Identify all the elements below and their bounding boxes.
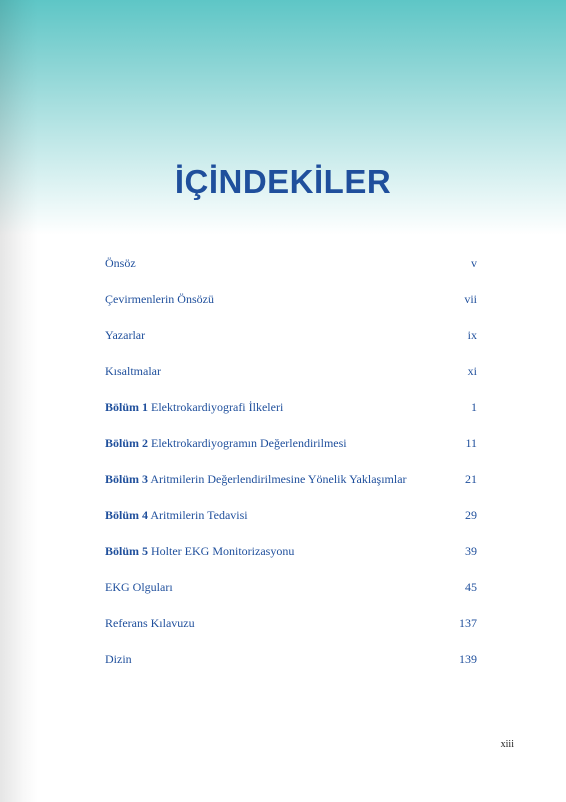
toc-entry-label: Bölüm 1 Elektrokardiyografi İlkeleri bbox=[105, 399, 284, 414]
page-title: İÇİNDEKİLER bbox=[174, 163, 392, 200]
toc-entry-dizin[interactable] bbox=[105, 641, 477, 677]
toc-entry-cevirmenlerin-onsozu[interactable] bbox=[105, 281, 477, 317]
toc-entry-label: Bölüm 4 Aritmilerin Tedavisi bbox=[105, 507, 248, 522]
toc-entry-page: xi bbox=[467, 363, 477, 378]
toc-entry-page: vii bbox=[464, 291, 477, 306]
toc-entry-page: 137 bbox=[459, 615, 477, 630]
toc-entry-page: v bbox=[471, 255, 477, 270]
toc-entry-bolum-1[interactable] bbox=[105, 389, 477, 425]
toc-entry-page: 1 bbox=[471, 399, 477, 414]
toc-entry-bolum-3[interactable] bbox=[105, 461, 477, 497]
toc-entry-kisaltmalar[interactable] bbox=[105, 353, 477, 389]
toc-entry-label: Yazarlar bbox=[105, 327, 146, 342]
toc-entry-page: ix bbox=[467, 327, 477, 342]
toc-entry-page: 45 bbox=[465, 579, 477, 594]
toc-entry-label: Bölüm 5 Holter EKG Monitorizasyonu bbox=[105, 543, 295, 558]
toc-entry-label: Bölüm 2 Elektrokardiyogramın Değerlendirilmesi bbox=[105, 435, 347, 450]
toc-entry-yazarlar[interactable] bbox=[105, 317, 477, 353]
toc-entry-bolum-2[interactable] bbox=[105, 425, 477, 461]
toc-entry-referans-kilavuzu[interactable] bbox=[105, 605, 477, 641]
toc-entry-label: Bölüm 3 Aritmilerin Değerlendirilmesine Yönelik Yaklaşımlar bbox=[105, 471, 407, 486]
page-number: xiii bbox=[500, 739, 514, 750]
toc-entry-page: 39 bbox=[465, 543, 477, 558]
table-of-contents bbox=[105, 245, 477, 677]
toc-entry-page: 139 bbox=[459, 651, 477, 666]
toc-entry-page: 21 bbox=[465, 471, 477, 486]
toc-entry-page: 29 bbox=[465, 507, 477, 522]
toc-entry-onsoz[interactable] bbox=[105, 245, 477, 281]
toc-entry-label: Kısaltmalar bbox=[105, 363, 161, 378]
toc-entry-label: EKG Olguları bbox=[105, 579, 173, 594]
toc-entry-ekg-olgulari[interactable] bbox=[105, 569, 477, 605]
toc-entry-page: 11 bbox=[465, 435, 477, 450]
toc-entry-label: Dizin bbox=[105, 651, 132, 666]
toc-entry-bolum-5[interactable] bbox=[105, 533, 477, 569]
toc-entry-label: Çevirmenlerin Önsözü bbox=[105, 291, 214, 306]
toc-entry-label: Referans Kılavuzu bbox=[105, 615, 195, 630]
toc-entry-label: Önsöz bbox=[105, 255, 136, 270]
toc-entry-bolum-4[interactable] bbox=[105, 497, 477, 533]
page-spine-shadow bbox=[0, 0, 38, 802]
